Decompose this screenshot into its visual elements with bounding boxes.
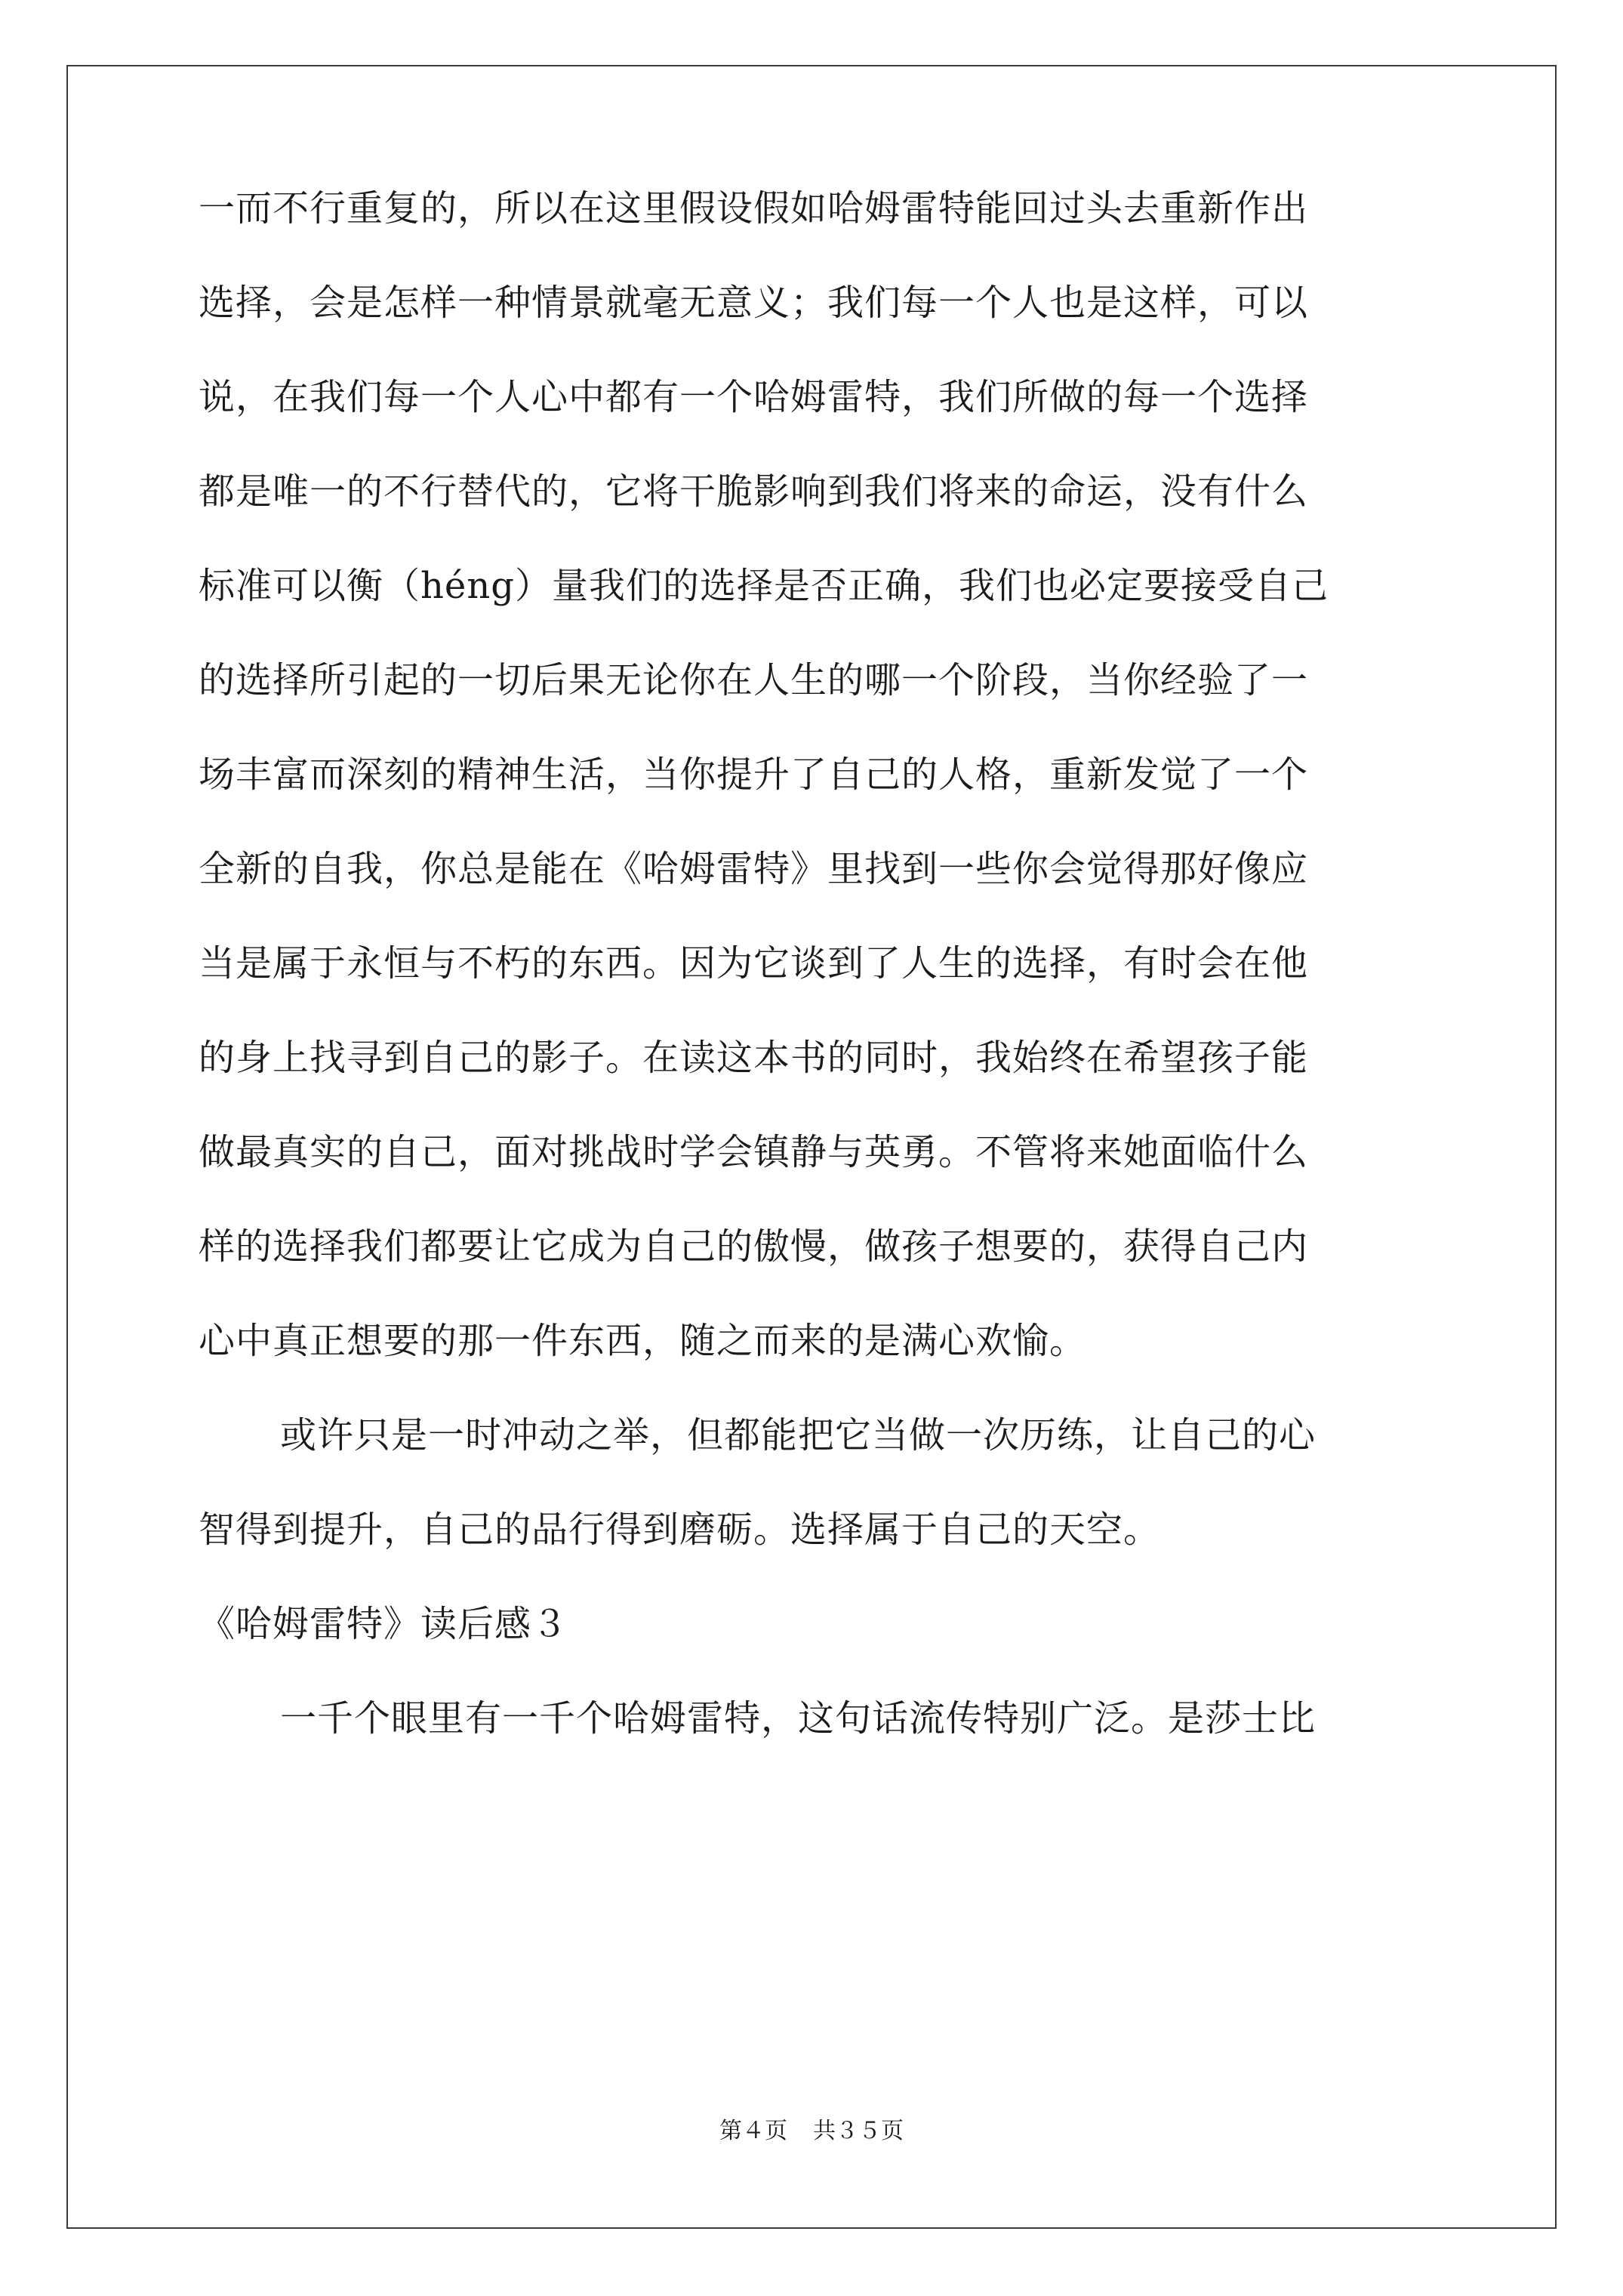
page-footer xyxy=(0,2119,1623,2144)
text-line-10: 的身上找寻到自己的影子。在读这本书的同时，我始终在希望孩子能 xyxy=(199,1037,1309,1079)
text-line-2: 选择，会是怎样一种情景就毫无意义；我们每一个人也是这样，可以 xyxy=(199,282,1309,324)
text-line-12: 样的选择我们都要让它成为自己的傲慢，做孩子想要的，获得自己内 xyxy=(199,1225,1309,1268)
page-number: 第４页 xyxy=(719,2118,787,2144)
text-line-7: 场丰富而深刻的精神生活，当你提升了自己的人格，重新发觉了一个 xyxy=(199,754,1309,796)
text-line-9: 当是属于永恒与不朽的东西。因为它谈到了人生的选择，有时会在他 xyxy=(199,942,1309,985)
text-line-14: 或许只是一时冲动之举，但都能把它当做一次历练，让自己的心 xyxy=(280,1414,1317,1456)
text-line-3: 说，在我们每一个人心中都有一个哈姆雷特，我们所做的每一个选择 xyxy=(199,376,1309,418)
text-line-13: 心中真正想要的那一件东西，随之而来的是满心欢愉。 xyxy=(199,1320,1087,1362)
text-line-4: 都是唯一的不行替代的，它将干脆影响到我们将来的命运，没有什么 xyxy=(199,470,1309,513)
text-line-6: 的选择所引起的一切后果无论你在人生的哪一个阶段，当你经验了一 xyxy=(199,659,1309,701)
document-body xyxy=(199,189,1437,1793)
text-line-5: 标准可以衡（héng）量我们的选择是否正确，我们也必定要接受自己 xyxy=(199,565,1329,607)
text-line-11: 做最真实的自己，面对挑战时学会镇静与英勇。不管将来她面临什么 xyxy=(199,1131,1309,1173)
text-line-8: 全新的自我，你总是能在《哈姆雷特》里找到一些你会觉得那好像应 xyxy=(199,848,1309,890)
text-line-17: 一千个眼里有一千个哈姆雷特，这句话流传特别广泛。是莎士比 xyxy=(280,1697,1317,1740)
text-line-1: 一而不行重复的，所以在这里假设假如哈姆雷特能回过头去重新作出 xyxy=(199,187,1309,230)
text-line-15: 智得到提升，自己的品行得到磨砺。选择属于自己的天空。 xyxy=(199,1509,1161,1551)
section-heading: 《哈姆雷特》读后感３ xyxy=(199,1603,569,1645)
page-total: 共３５页 xyxy=(813,2118,904,2144)
